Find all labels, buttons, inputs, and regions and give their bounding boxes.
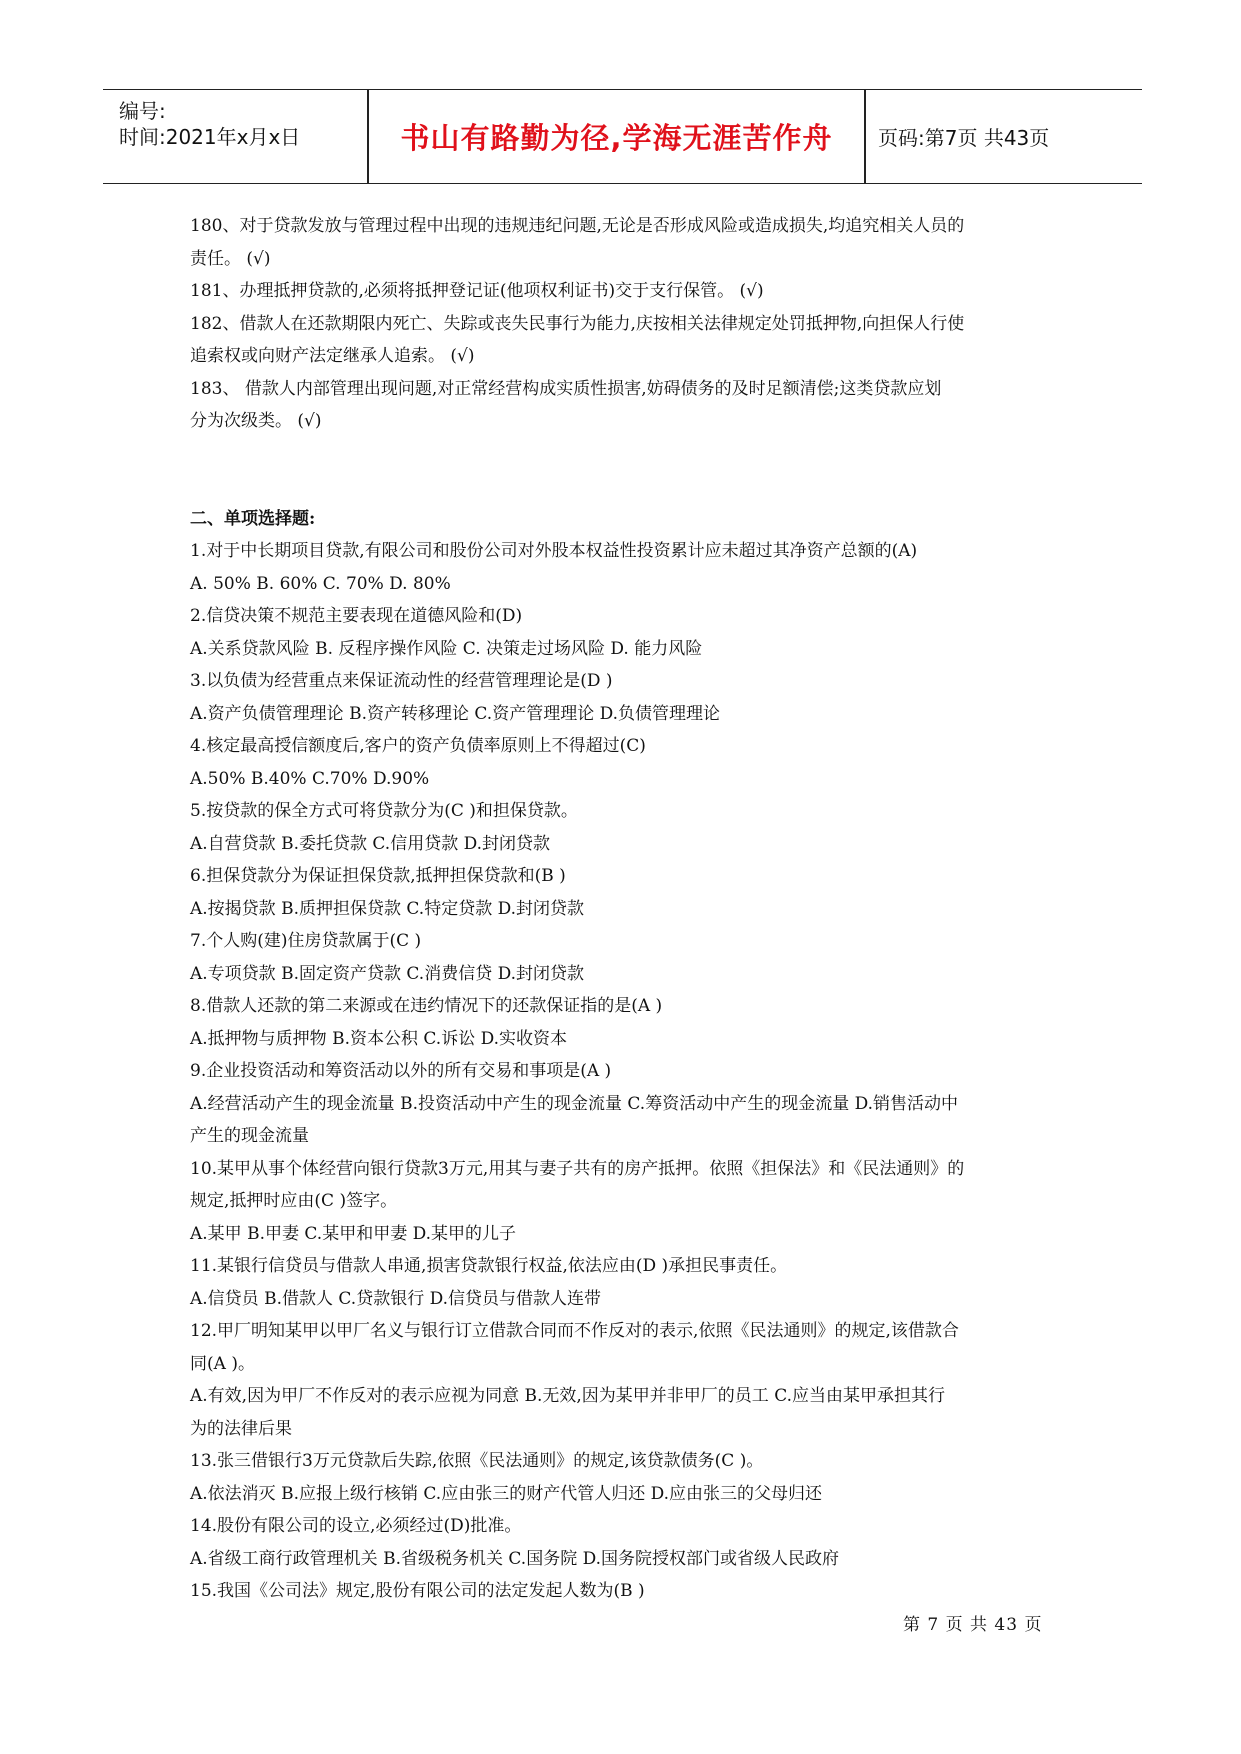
question-line: 183、 借款人内部管理出现问题,对正常经营构成实质性损害,妨碍债务的及时足额清偿;这类贷款应划 <box>190 378 942 399</box>
question-line: 15.我国《公司法》规定,股份有限公司的法定发起人数为(B ) <box>190 1581 645 1601</box>
question-line: 责任。 (√) <box>190 248 271 269</box>
question-line: A.按揭贷款 B.质押担保贷款 C.特定贷款 D.封闭贷款 <box>190 898 585 919</box>
question-line: 7.个人购(建)住房贷款属于(C ) <box>190 931 422 951</box>
document-body <box>190 210 1060 1608</box>
header-right-cell <box>866 90 1142 183</box>
question-line: A.专项贷款 B.固定资产贷款 C.消费信贷 D.封闭贷款 <box>190 963 585 984</box>
document-time-label: 时间:2021年x月x日 <box>119 125 301 149</box>
question-line: 180、对于贷款发放与管理过程中出现的违规违纪问题,无论是否形成风险或造成损失,均追究相关人员的 <box>190 216 965 236</box>
question-line: 同(A )。 <box>190 1353 255 1374</box>
question-line: A.经营活动产生的现金流量 B.投资活动中产生的现金流量 C.筹资活动中产生的现金流量 D.销售活动中 <box>190 1093 959 1114</box>
document-number-label: 编号: <box>119 99 166 123</box>
question-line: A.关系贷款风险 B. 反程序操作风险 C. 决策走过场风险 D. 能力风险 <box>190 638 703 659</box>
question-line: A.信贷员 B.借款人 C.贷款银行 D.信贷员与借款人连带 <box>190 1288 602 1309</box>
header-left-cell <box>103 90 367 183</box>
question-line: 为的法律后果 <box>190 1418 292 1439</box>
header-page-label: 页码:第7页 共43页 <box>878 126 1050 150</box>
question-line: 产生的现金流量 <box>190 1126 309 1146</box>
question-line: 规定,抵押时应由(C )签字。 <box>190 1191 398 1211</box>
question-line: 5.按贷款的保全方式可将贷款分为(C )和担保贷款。 <box>190 801 578 821</box>
question-line: A.抵押物与质押物 B.资本公积 C.诉讼 D.实收资本 <box>190 1028 568 1049</box>
question-line: 分为次级类。 (√) <box>190 411 322 431</box>
header-middle-cell <box>369 90 864 183</box>
question-line: A. 50% B. 60% C. 70% D. 80% <box>190 573 451 594</box>
question-line: A.依法消灭 B.应报上级行核销 C.应由张三的财产代管人归还 D.应由张三的父母归还 <box>190 1483 823 1504</box>
question-line: 181、办理抵押贷款的,必须将抵押登记证(他项权利证书)交于支行保管。 (√) <box>190 281 764 301</box>
question-line: A.省级工商行政管理机关 B.省级税务机关 C.国务院 D.国务院授权部门或省级人民政府 <box>190 1548 840 1569</box>
true-false-list <box>190 210 1060 438</box>
question-line: A.某甲 B.甲妻 C.某甲和甲妻 D.某甲的儿子 <box>190 1223 517 1244</box>
question-line: 8.借款人还款的第二来源或在违约情况下的还款保证指的是(A ) <box>190 996 663 1016</box>
question-line: A.50% B.40% C.70% D.90% <box>190 768 430 789</box>
question-line: 追索权或向财产法定继承人追索。 (√) <box>190 346 475 366</box>
question-line: 13.张三借银行3万元贷款后失踪,依照《民法通则》的规定,该贷款债务(C )。 <box>190 1451 764 1471</box>
question-line: 10.某甲从事个体经营向银行贷款3万元,用其与妻子共有的房产抵押。依照《担保法》和《民法通则》的 <box>190 1158 965 1179</box>
question-line: A.有效,因为甲厂不作反对的表示应视为同意 B.无效,因为某甲并非甲厂的员工 C.应当由某甲承担其行 <box>190 1386 945 1406</box>
page-footer: 第 7 页 共 43 页 <box>903 1615 1043 1635</box>
single-choice-list <box>190 535 1060 1608</box>
question-line: A.资产负债管理理论 B.资产转移理论 C.资产管理理论 D.负债管理理论 <box>190 703 721 724</box>
section-title: 二、单项选择题: <box>190 508 316 529</box>
question-line: 6.担保贷款分为保证担保贷款,抵押担保贷款和(B ) <box>190 866 566 886</box>
question-line: 12.甲厂明知某甲以甲厂名义与银行订立借款合同而不作反对的表示,依照《民法通则》的规定,该借款合 <box>190 1321 959 1341</box>
question-line: 9.企业投资活动和筹资活动以外的所有交易和事项是(A ) <box>190 1061 612 1081</box>
question-line: 2.信贷决策不规范主要表现在道德风险和(D) <box>190 606 523 626</box>
question-line: 11.某银行信贷员与借款人串通,损害贷款银行权益,依法应由(D )承担民事责任。 <box>190 1256 788 1276</box>
question-line: 14.股份有限公司的设立,必须经过(D)批准。 <box>190 1516 522 1536</box>
header-motto: 书山有路勤为径,学海无涯苦作舟 <box>400 121 833 155</box>
document-header <box>103 89 1142 184</box>
question-line: 4.核定最高授信额度后,客户的资产负债率原则上不得超过(C) <box>190 736 646 756</box>
question-line: A.自营贷款 B.委托贷款 C.信用贷款 D.封闭贷款 <box>190 833 551 854</box>
question-line: 182、借款人在还款期限内死亡、失踪或丧失民事行为能力,庆按相关法律规定处罚抵押物,向担保人行使 <box>190 313 965 334</box>
question-line: 1.对于中长期项目贷款,有限公司和股份公司对外股本权益性投资累计应未超过其净资产总额的(A) <box>190 541 918 561</box>
question-line: 3.以负债为经营重点来保证流动性的经营管理理论是(D ) <box>190 671 613 691</box>
